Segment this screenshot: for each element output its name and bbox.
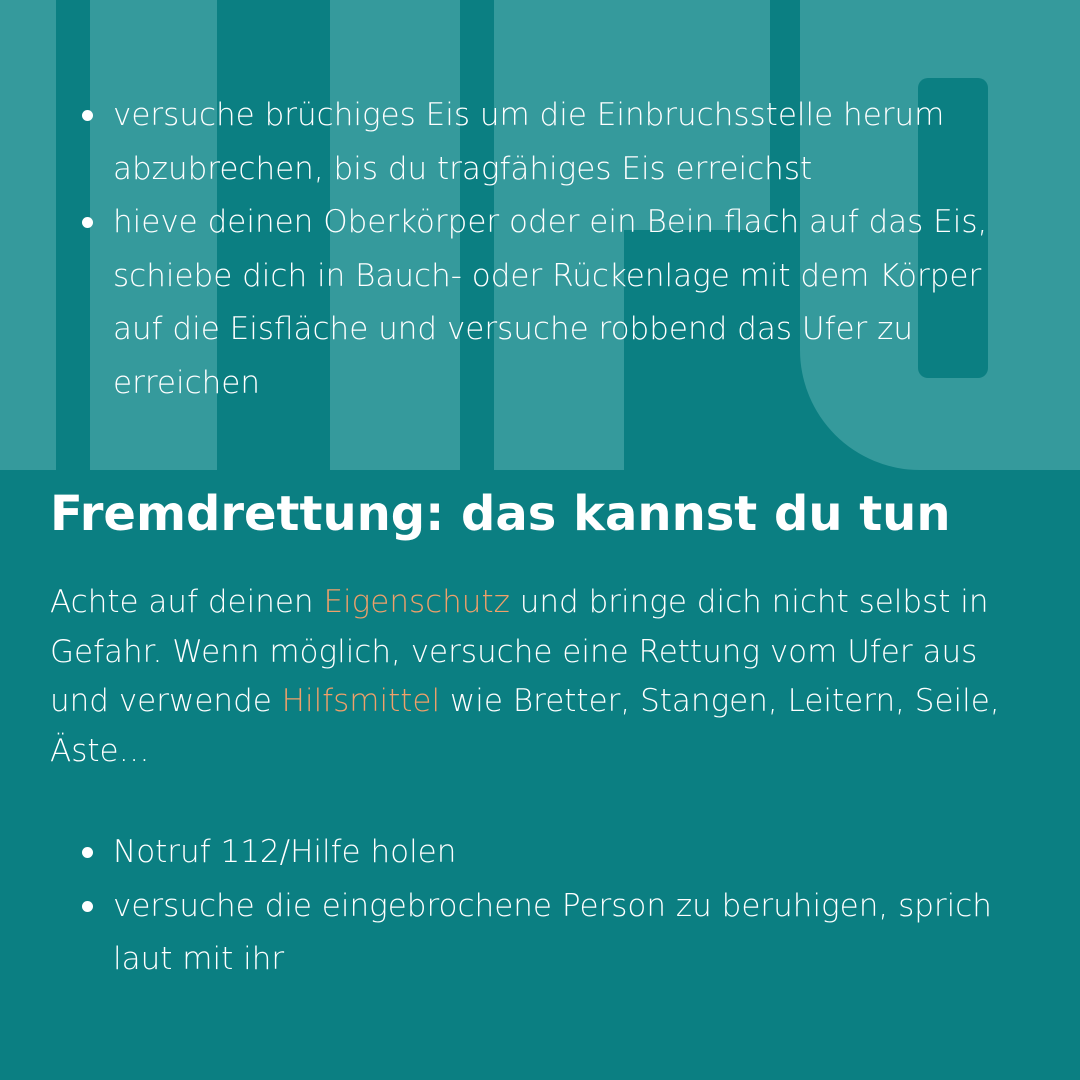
paragraph-text: Achte auf deinen [50, 584, 324, 620]
self-rescue-list [80, 89, 1040, 410]
list-item: Notruf 112/Hilfe holen [80, 826, 1000, 880]
paragraph-text: wie Bretter, Stangen, Leitern, Seile, Äste… [50, 683, 1000, 769]
info-paragraph [50, 578, 1040, 776]
list-item: versuche brüchiges Eis um die Einbruchsstelle herum abzubrechen, bis du tragfähiges Eis erreichst [80, 89, 1040, 196]
section-heading: Fremdrettung: das kannst du tun [50, 486, 951, 542]
highlight-hilfsmittel: Hilfsmittel [281, 683, 441, 719]
paragraph-text: und bringe dich nicht selbst in Gefahr. Wenn möglich, versuche eine Rettung vom Ufer aus und verwende [50, 584, 989, 719]
highlight-eigenschutz: Eigenschutz [323, 584, 510, 620]
rescue-steps-list [80, 826, 1000, 987]
list-item: versuche die eingebrochene Person zu beruhigen, sprich laut mit ihr [80, 880, 1000, 987]
list-item: hieve deinen Oberkörper oder ein Bein flach auf das Eis, schiebe dich in Bauch- oder Rückenlage mit dem Körper auf die Eisfläche und versuche robbend das Ufer zu erreichen [80, 196, 1040, 410]
